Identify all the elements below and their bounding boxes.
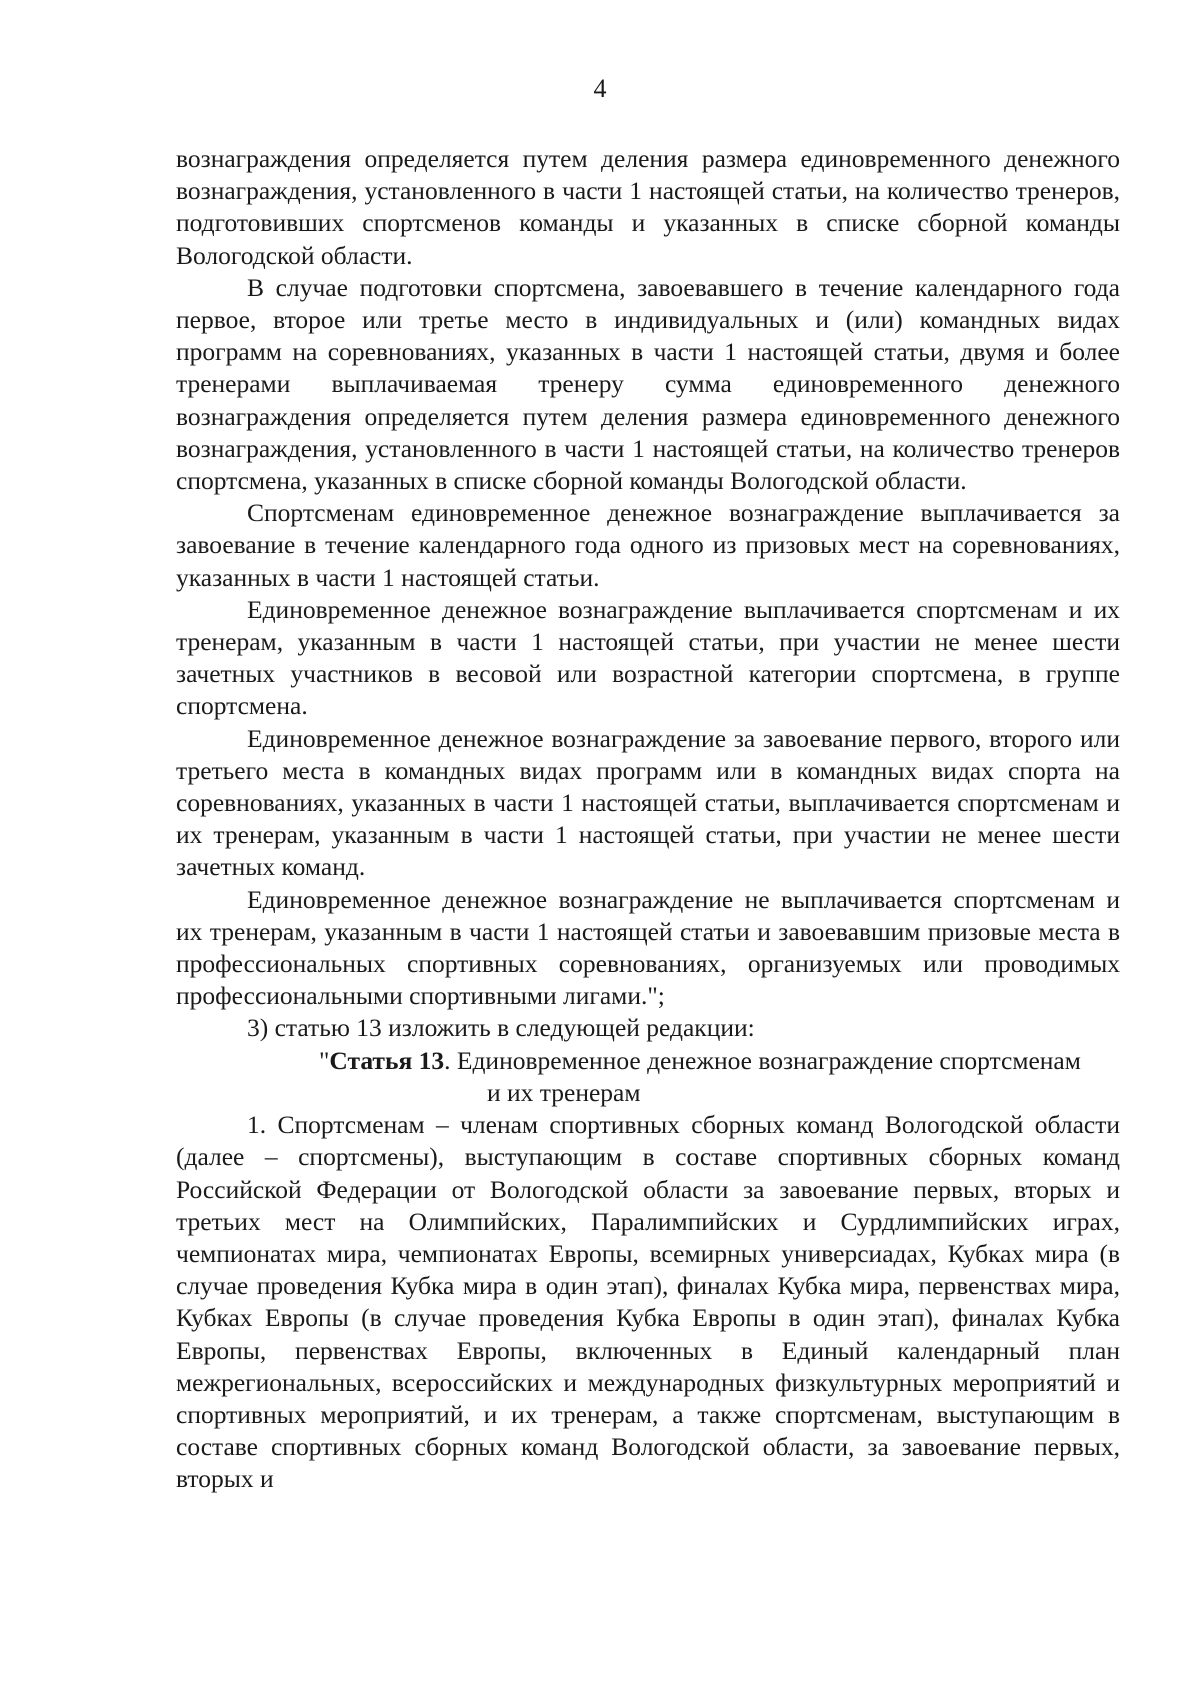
- paragraph-min-participants: Единовременное денежное вознаграждение выплачивается спортсменам и их тренерам, указанным в части 1 настоящей статьи, при участии не менее шести зачетных участников в весовой или возрастной категории спортсмена, в группе спортсмена.: [176, 594, 1120, 721]
- document-body: [176, 143, 1120, 1496]
- article-open-quote: ": [319, 1045, 330, 1075]
- article-13-heading: [176, 1045, 1120, 1109]
- paragraph-team-events: Единовременное денежное вознаграждение за завоевание первого, второго или третьего места в командных видах программ или в командных видах спорта на соревнованиях, указанных в части 1 настоящей статьи, выплачивается спортсменам и их тренерам, указанным в части 1 настоящей статьи, при участии не менее шести зачетных команд.: [176, 723, 1120, 882]
- page-number: 4: [593, 74, 607, 103]
- paragraph-multiple-coaches: В случае подготовки спортсмена, завоевавшего в течение календарного года первое, второе или третье место в индивидуальных и (или) командных видах программ на соревнованиях, указанных в части 1 настоящей статьи, двумя и более тренерами выплачиваемая тренеру сумма единовременного денежного вознаграждения определяется путем деления размера единовременного денежного вознаграждения, установленного в части 1 настоящей статьи, на количество тренеров спортсмена, указанных в списке сборной команды Вологодской области.: [176, 272, 1120, 496]
- paragraph-amendment-item-3: 3) статью 13 изложить в следующей редакции:: [247, 1013, 755, 1043]
- paragraph-continuation: вознаграждения определяется путем деления размера единовременного денежного вознаграждения, установленного в части 1 настоящей статьи, на количество тренеров, подготовивших спортсменов команды и указанных в списке сборной команды Вологодской области.: [176, 144, 1120, 270]
- article-13-clause-1: 1. Спортсменам – членам спортивных сборных команд Вологодской области (далее – спортсмены), выступающим в составе спортивных сборных команд Российской Федерации от Вологодской области за завоевание первых, вторых и третьих мест на Олимпийских, Паралимпийских и Сурдлимпийских играх, чемпионатах мира, чемпионатах Европы, всемирных универсиадах, Кубках мира (в случае проведения Кубка мира в один этап), финалах Кубка мира, первенствах мира, Кубках Европы (в случае проведения Кубка Европы в один этап), финалах Кубка Европы, первенствах Европы, включенных в Единый календарный план межрегиональных, всероссийских и международных физкультурных мероприятий и спортивных мероприятий, и их тренерам, а также спортсменам, выступающим в составе спортивных сборных команд Вологодской области, за завоевание первых, вторых и: [176, 1110, 1120, 1494]
- article-label: Статья 13: [329, 1045, 445, 1075]
- article-title-line1: . Единовременное денежное вознаграждение спортсменам: [444, 1045, 1081, 1075]
- paragraph-professional-exclusion: Единовременное денежное вознаграждение не выплачивается спортсменам и их тренерам, указанным в части 1 настоящей статьи и завоевавшим призовые места в профессиональных спортивных соревнованиях, организуемых или проводимых профессиональными спортивными лигами.";: [176, 884, 1120, 1011]
- paragraph-athletes-award: Спортсменам единовременное денежное вознаграждение выплачивается за завоевание в течение календарного года одного из призовых мест на соревнованиях, указанных в части 1 настоящей статьи.: [176, 498, 1120, 592]
- article-title-line2: и их тренерам: [487, 1077, 641, 1107]
